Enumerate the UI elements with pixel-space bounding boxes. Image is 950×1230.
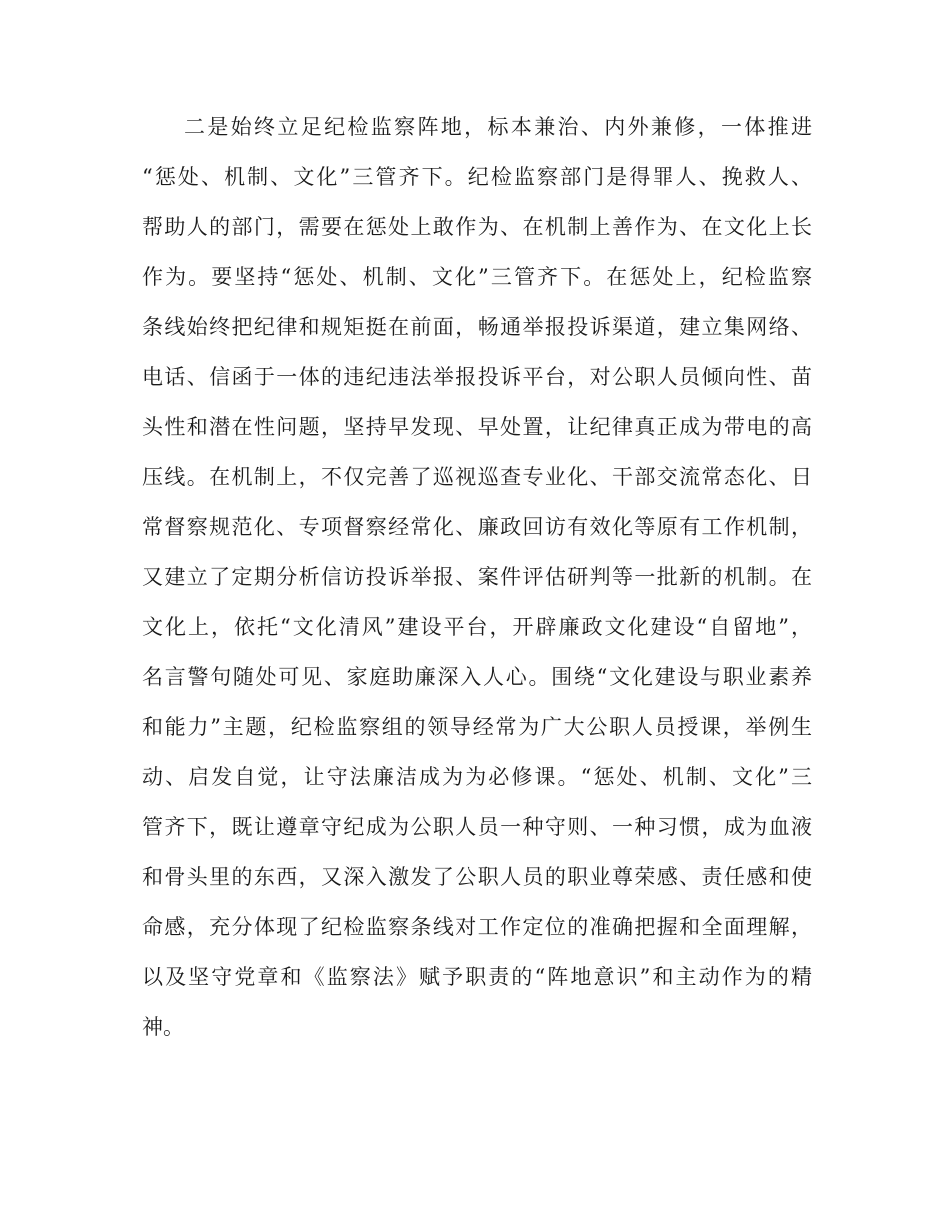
paragraph-line: 和骨头里的东西，又深入激发了公职人员的职业尊荣感、责任感和使 (142, 865, 812, 889)
paragraph-line: 电话、信函于一体的违纪违法举报投诉平台，对公职人员倾向性、苗 (142, 365, 812, 389)
paragraph-line: 头性和潜在性问题，坚持早发现、早处置，让纪律真正成为带电的高 (142, 415, 812, 439)
paragraph-line: 名言警句随处可见、家庭助廉深入人心。围绕“文化建设与职业素养 (142, 665, 812, 689)
paragraph-line: 命感，充分体现了纪检监察条线对工作定位的准确把握和全面理解， (142, 915, 812, 939)
paragraph-line: 帮助人的部门，需要在惩处上敢作为、在机制上善作为、在文化上长 (142, 215, 812, 239)
paragraph-line-last: 神。 (142, 1015, 184, 1039)
paragraph-line: 文化上，依托“文化清风”建设平台，开辟廉政文化建设“自留地”， (142, 615, 812, 639)
paragraph-line: 和能力”主题，纪检监察组的领导经常为广大公职人员授课，举例生 (142, 715, 812, 739)
paragraph-line: 又建立了定期分析信访投诉举报、案件评估研判等一批新的机制。在 (142, 565, 812, 589)
paragraph-line: 常督察规范化、专项督察经常化、廉政回访有效化等原有工作机制， (142, 515, 812, 539)
body-paragraph (142, 110, 812, 1060)
paragraph-line: 条线始终把纪律和规矩挺在前面，畅通举报投诉渠道，建立集网络、 (142, 315, 812, 339)
paragraph-line: 压线。在机制上，不仅完善了巡视巡查专业化、干部交流常态化、日 (142, 465, 812, 489)
paragraph-line: 以及坚守党章和《监察法》赋予职责的“阵地意识”和主动作为的精 (142, 965, 812, 989)
paragraph-line: 动、启发自觉，让守法廉洁成为为必修课。“惩处、机制、文化”三 (142, 765, 812, 789)
paragraph-line: 作为。要坚持“惩处、机制、文化”三管齐下。在惩处上，纪检监察 (142, 265, 812, 289)
paragraph-line: 管齐下，既让遵章守纪成为公职人员一种守则、一种习惯，成为血液 (142, 815, 812, 839)
paragraph-line: 二是始终立足纪检监察阵地，标本兼治、内外兼修，一体推进 (184, 115, 812, 139)
paragraph-line: “惩处、机制、文化”三管齐下。纪检监察部门是得罪人、挽救人、 (142, 165, 812, 189)
